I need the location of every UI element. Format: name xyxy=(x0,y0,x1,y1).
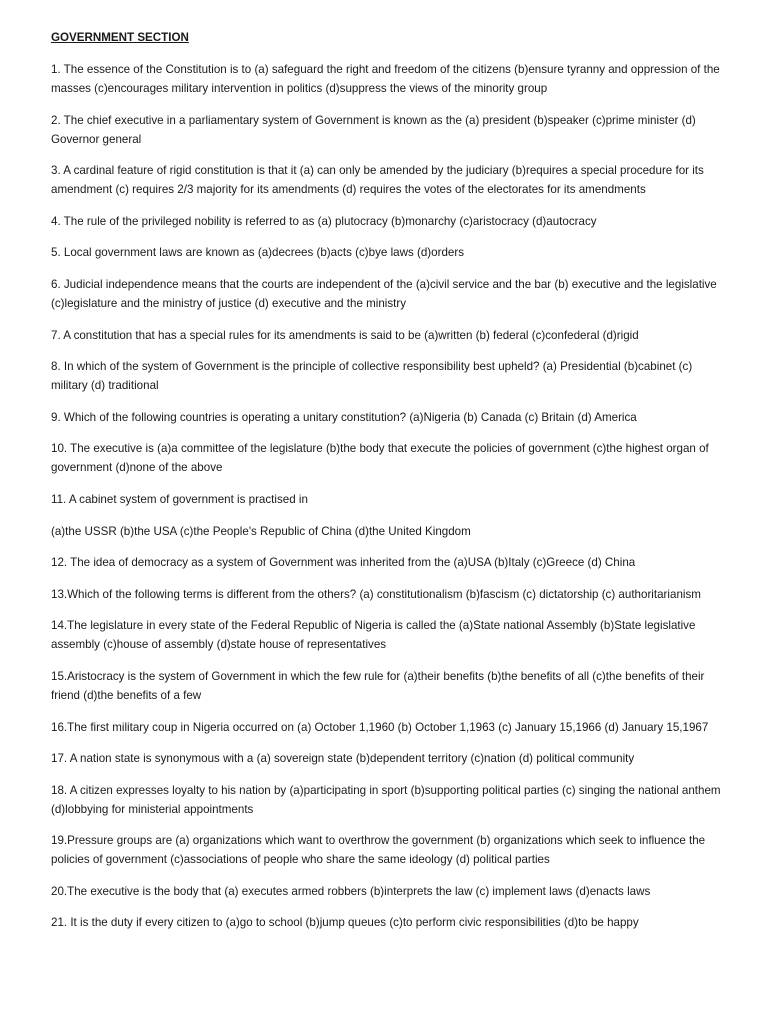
question-19: 19.Pressure groups are (a) organizations which want to overthrow the government (b) organizations which seek to influence the policies of government (c)associations of people who share the same ideology (d) political parties xyxy=(51,834,706,867)
question-15: 15.Aristocracy is the system of Government in which the few rule for (a)their benefits (b)the benefits of all (c)the benefits of their friend (d)the benefits of a few xyxy=(51,669,705,702)
question-20: 20.The executive is the body that (a) executes armed robbers (b)interprets the law (c) implement laws (d)enacts laws xyxy=(51,884,651,898)
question-13: 13.Which of the following terms is different from the others? (a) constitutionalism (b)fascism (c) dictatorship (c) authoritarianism xyxy=(51,587,701,601)
question-7: 7. A constitution that has a special rules for its amendments is said to be (a)written (b) federal (c)confederal (d)rigid xyxy=(51,328,639,342)
question-21: 21. It is the duty if every citizen to (a)go to school (b)jump queues (c)to perform civic responsibilities (d)to be happy xyxy=(51,916,639,930)
question-6: 6. Judicial independence means that the courts are independent of the (a)civil service and the bar (b) executive and the legislative (c)legislature and the ministry of justice (d) executive and the ministry xyxy=(51,277,717,310)
question-14: 14.The legislature in every state of the Federal Republic of Nigeria is called the (a)State national Assembly (b)State legislative assembly (c)house of assembly (d)state house of representatives xyxy=(51,619,696,652)
question-4: 4. The rule of the privileged nobility is referred to as (a) plutocracy (b)monarchy (c)aristocracy (d)autocracy xyxy=(51,214,597,228)
question-18: 18. A citizen expresses loyalty to his nation by (a)participating in sport (b)supporting political parties (c) singing the national anthem (d)lobbying for ministerial appointments xyxy=(51,783,721,816)
question-12: 12. The idea of democracy as a system of Government was inherited from the (a)USA (b)Italy (c)Greece (d) China xyxy=(51,556,636,570)
question-1: 1. The essence of the Constitution is to (a) safeguard the right and freedom of the citizens (b)ensure tyranny and oppression of the masses (c)encourages military intervention in politics (d)suppress the views of the minority group xyxy=(51,63,720,95)
question-11: 11. A cabinet system of government is practised in xyxy=(51,492,308,506)
question-17: 17. A nation state is synonymous with a (a) sovereign state (b)dependent territory (c)nation (d) political community xyxy=(51,752,635,766)
question-16: 16.The first military coup in Nigeria occurred on (a) October 1,1960 (b) October 1,1963 (c) January 15,1966 (d) January 15,1967 xyxy=(51,720,709,734)
question-9: 9. Which of the following countries is operating a unitary constitution? (a)Nigeria (b) Canada (c) Britain (d) America xyxy=(51,410,637,424)
question-3: 3. A cardinal feature of rigid constitution is that it (a) can only be amended by the judiciary (b)requires a special procedure for its amendment (c) requires 2/3 majority for its amendments (d) requires the votes of the electorates for its amendments xyxy=(51,164,704,197)
question-8: 8. In which of the system of Government is the principle of collective responsibility best upheld? (a) Presidential (b)cabinet (c) military (d) traditional xyxy=(51,360,693,393)
question-11-options: (a)the USSR (b)the USA (c)the People's Republic of China (d)the United Kingdom xyxy=(51,524,471,538)
question-5: 5. Local government laws are known as (a)decrees (b)acts (c)bye laws (d)orders xyxy=(51,246,465,260)
question-10: 10. The executive is (a)a committee of the legislature (b)the body that execute the policies of government (c)the highest organ of government (d)none of the above xyxy=(51,442,709,475)
section-heading: GOVERNMENT SECTION xyxy=(51,31,189,44)
document-page xyxy=(51,28,727,945)
question-2: 2. The chief executive in a parliamentary system of Government is known as the (a) president (b)speaker (c)prime minister (d) Governor general xyxy=(51,113,696,146)
